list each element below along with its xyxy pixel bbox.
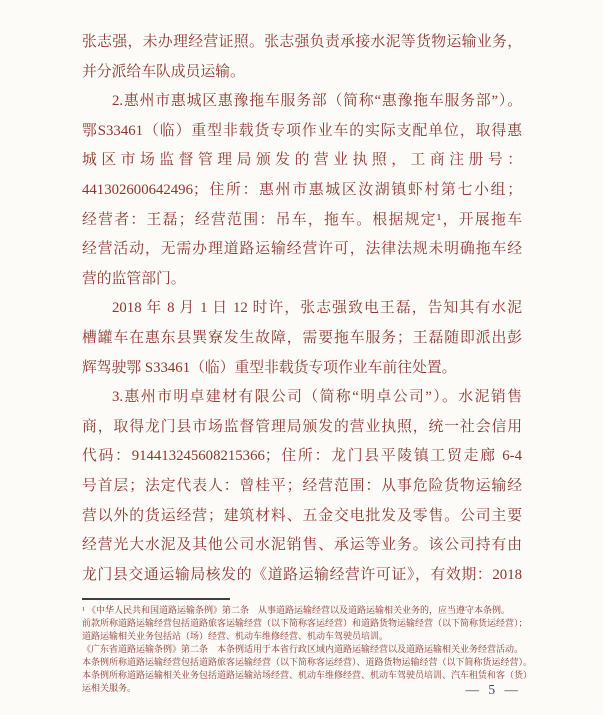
footnote-line: 本条例所称道路运输相关业务包括道路运输站场经营、机动车维修经营、机动车驾驶员培训、汽车租赁和客（货） [82,670,533,680]
body-line: 441302600642496；住所：惠州市惠城区汝湖镇虾村第七小组； [82,181,522,198]
body-line: 2.惠州市惠城区惠豫拖车服务部（简称“惠豫拖车服务部”）。 [112,93,522,110]
body-line: 槽罐车在惠东县巽寮发生故障，需要拖车服务；王磊随即派出彭 [82,329,522,346]
footnote-line: 前款所称道路运输经营包括道路旅客运输经营（以下简称客运经营）和道路货物运输经营（以下简称货运经营）； [82,618,528,628]
body-line: 2018 年 8 月 1 日 12 时许，张志强致电王磊，告知其有水泥 [112,300,522,317]
footnote-line: 道路运输相关业务包括站（场）经营、机动车维修经营、机动车驾驶员培训。 [82,631,389,641]
footnote-separator [82,598,230,600]
body-line: 并分派给车队成员运输。 [82,63,245,80]
body-line: 商，取得龙门县市场监督管理局颁发的营业执照，统一社会信用 [82,418,522,435]
body-line: 营的监管部门。 [82,270,186,287]
body-line: 辉驾驶鄂 S33461（临）重型非载货专项作业车前往处置。 [82,359,457,376]
body-line: 城区市场监督管理局颁发的营业执照，工商注册号： [82,152,522,169]
body-line: 3.惠州市明卓建材有限公司（简称“明卓公司”）。水泥销售 [112,389,522,406]
body-line: 龙门县交通运输局核发的《道路运输经营许可证》，有效期：2018 [82,566,522,583]
page-number: — 5 — [465,682,521,697]
body-line: 代码：914413245608215366；住所：龙门县平陵镇工贸走廊 6-4 [82,448,522,465]
body-text [82,28,522,590]
footnote-line: 《广东省道路运输条例》第二条 本条例适用于本省行政区域内道路运输经营以及道路运输相关业务经营活动。 [82,644,524,654]
body-line: 鄂S33461（临）重型非载货专项作业车的实际支配单位，取得惠 [82,122,522,139]
footnote-line: 运相关服务。 [82,683,137,693]
footnote-line: ¹ 《中华人民共和国道路运输条例》第二条 从事道路运输经营以及道路运输相关业务的，应当遵守本条例。 [82,605,510,615]
body-line: 经营光大水泥及其他公司水泥销售、承运等业务。该公司持有由 [82,537,522,554]
footnote-line: 本条例所称道路运输经营包括道路旅客运输经营（以下简称客运经营）、道路货物运输经营（以下简称货运经营）。 [82,657,533,667]
body-line: 张志强，未办理经营证照。张志强负责承接水泥等货物运输业务， [82,34,522,50]
body-line: 号首层；法定代表人：曾桂平；经营范围：从事危险货物运输经 [82,477,522,494]
body-line: 经营活动，无需办理道路运输经营许可，法律法规未明确拖车经 [82,241,522,258]
body-line: 营以外的货运经营；建筑材料、五金交电批发及零售。公司主要 [82,507,522,524]
body-line: 经营者：王磊；经营范围：吊车，拖车。根据规定¹，开展拖车 [82,211,522,228]
